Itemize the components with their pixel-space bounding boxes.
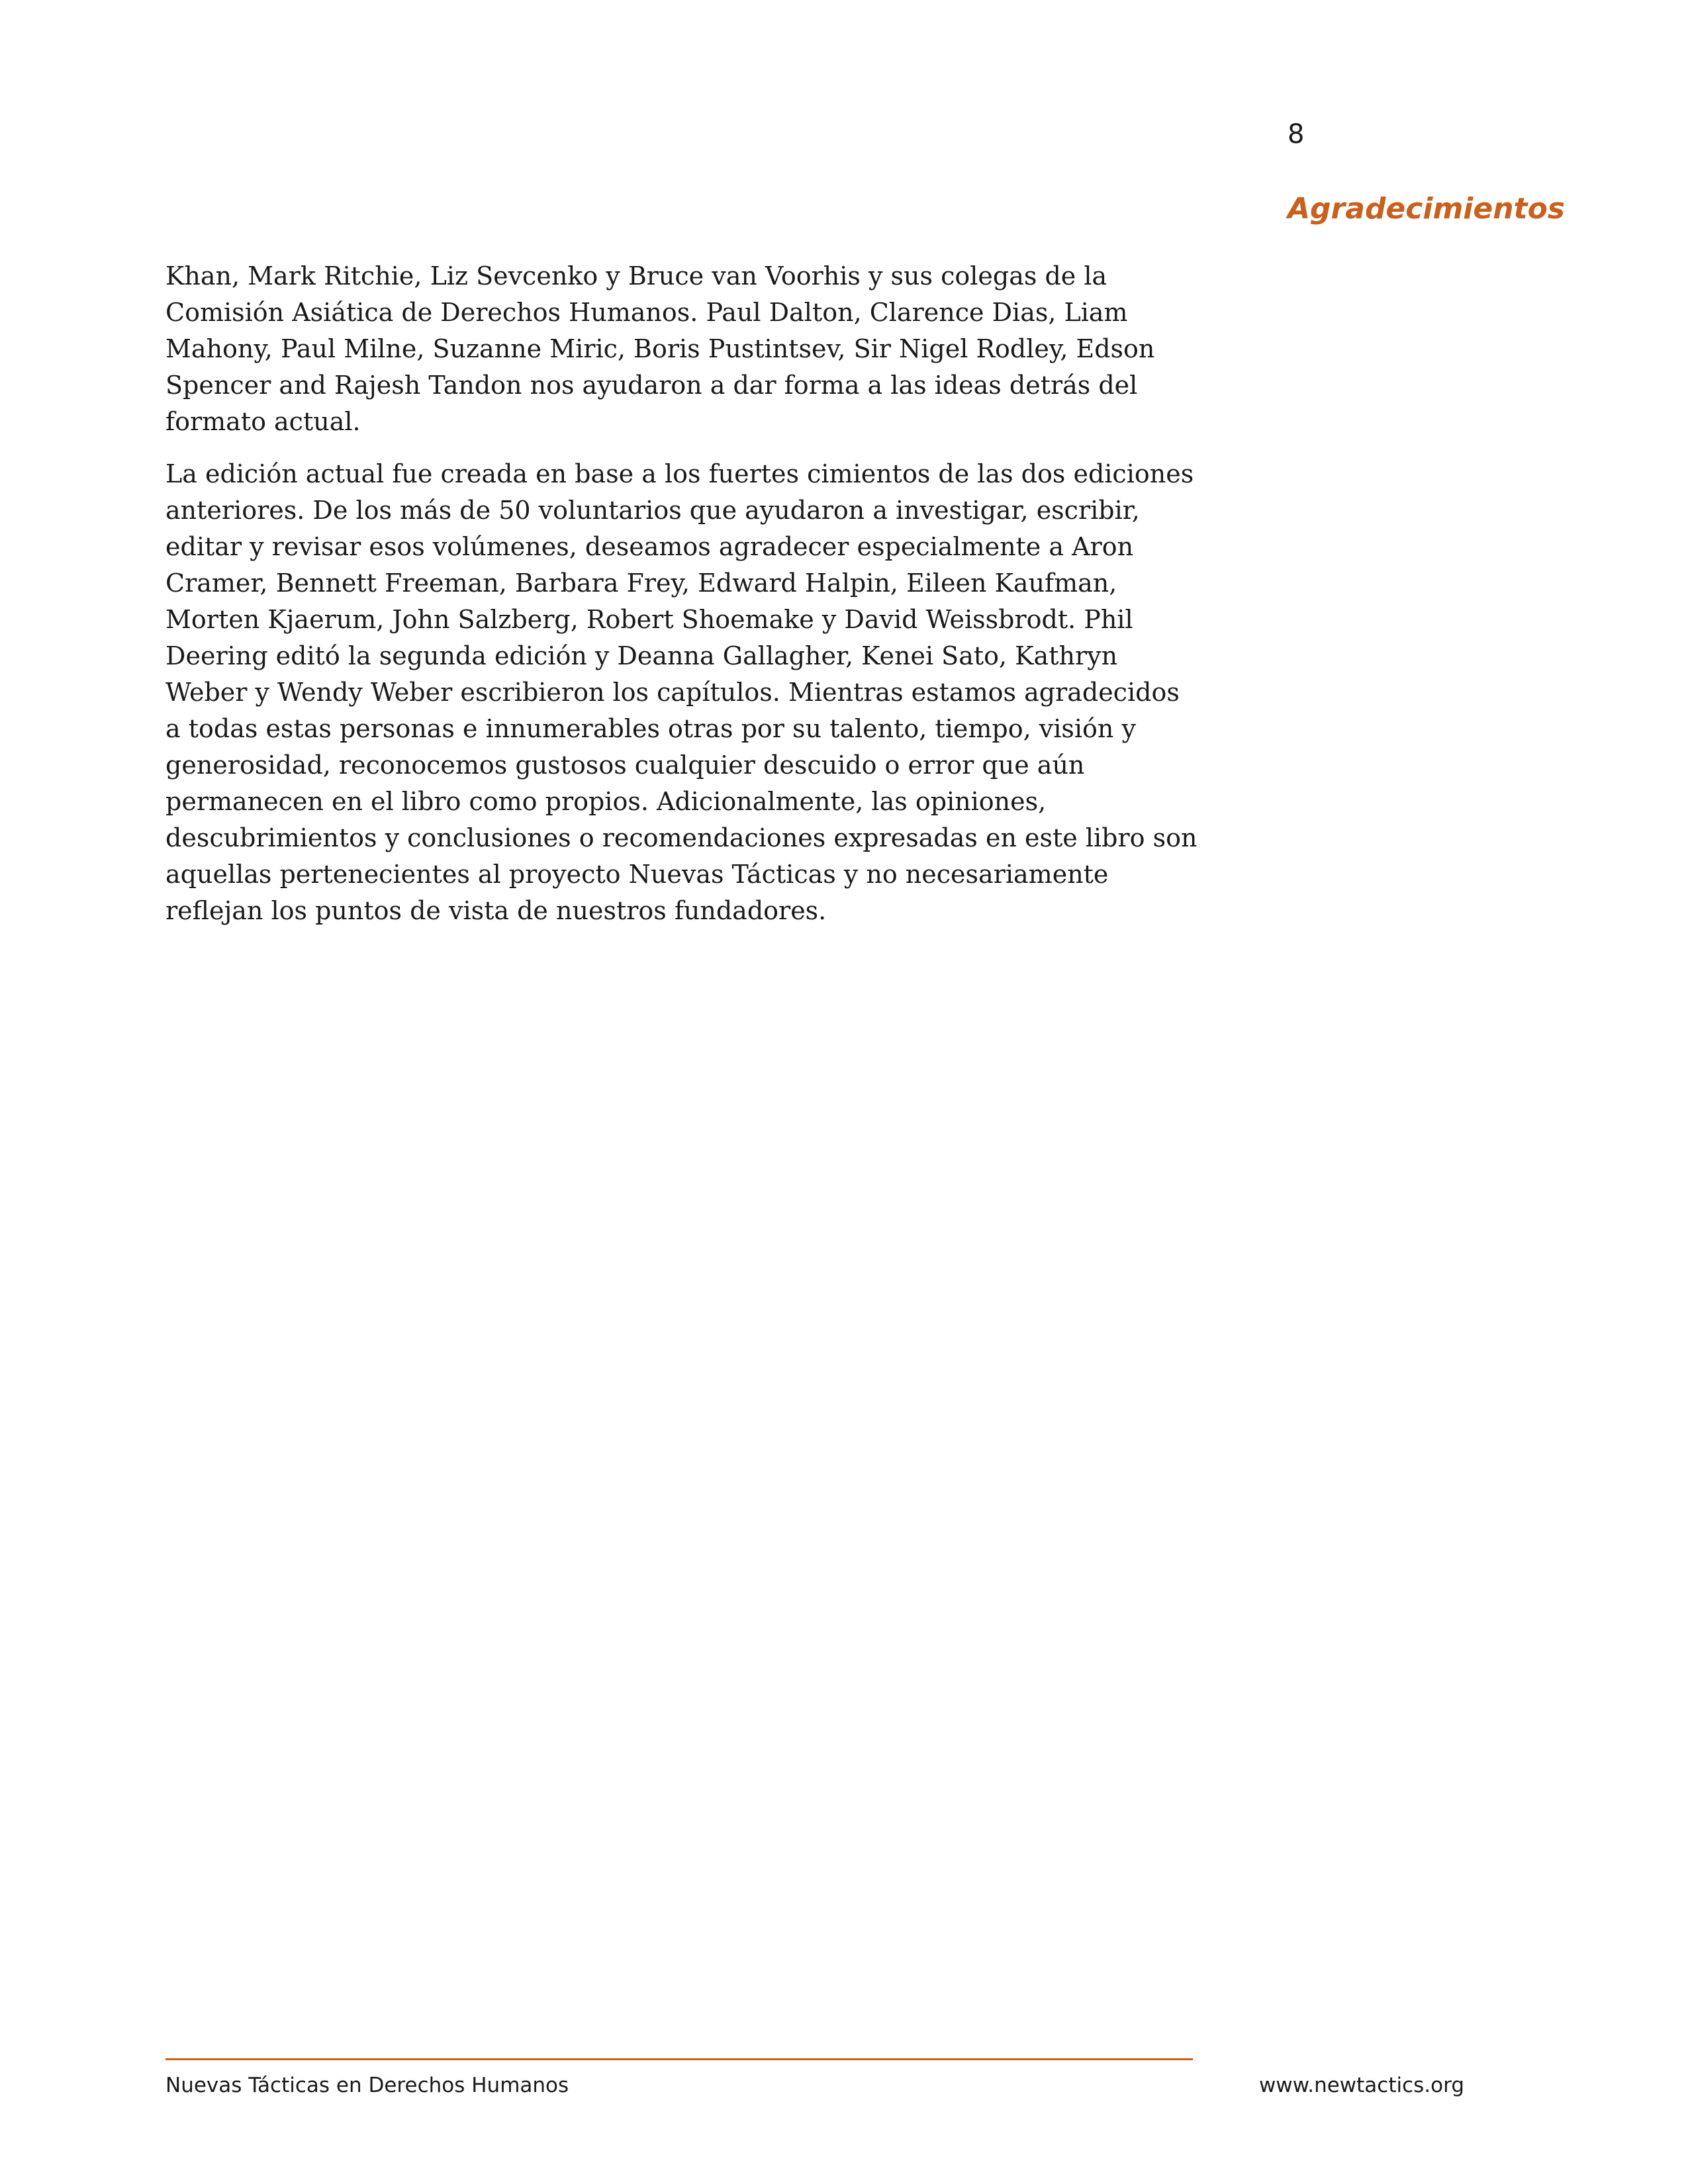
footer-divider bbox=[165, 2058, 1193, 2060]
section-title: Agradecimientos bbox=[1288, 192, 1565, 226]
footer-website: www.newtactics.org bbox=[1259, 2073, 1464, 2097]
body-text bbox=[165, 258, 1198, 945]
footer-publication-title: Nuevas Tácticas en Derechos Humanos bbox=[165, 2073, 569, 2097]
page-number: 8 bbox=[1288, 119, 1305, 150]
paragraph: La edición actual fue creada en base a los fuertes cimientos de las dos ediciones anteriores. De los más de 50 voluntarios que ayudaron a investigar, escribir, editar y revisar esos volúmenes, deseamos agradecer especialmente a Aron Cramer, Bennett Freeman, Barbara Frey, Edward Halpin, Eileen Kaufman, Morten Kjaerum, John Salzberg, Robert Shoemake y David Weissbrodt. Phil Deering editó la segunda edición y Deanna Gallagher, Kenei Sato, Kathryn Weber y Wendy Weber escribieron los capítulos. Mientras estamos agradecidos a todas estas personas e innumerables otras por su talento, tiempo, visión y generosidad, reconocemos gustosos cualquier descuido o error que aún permanecen en el libro como propios. Adicionalmente, las opiniones, descubrimientos y conclusiones o recomendaciones expresadas en este libro son aquellas pertenecientes al proyecto Nuevas Tácticas y no necesariamente reflejan los puntos de vista de nuestros fundadores. bbox=[165, 459, 1197, 925]
paragraph: Khan, Mark Ritchie, Liz Sevcenko y Bruce van Voorhis y sus colegas de la Comisión Asiática de Derechos Humanos. Paul Dalton, Clarence Dias, Liam Mahony, Paul Milne, Suzanne Miric, Boris Pustintsev, Sir Nigel Rodley, Edson Spencer and Rajesh Tandon nos ayudaron a dar forma a las ideas detrás del formato actual. bbox=[165, 261, 1155, 436]
